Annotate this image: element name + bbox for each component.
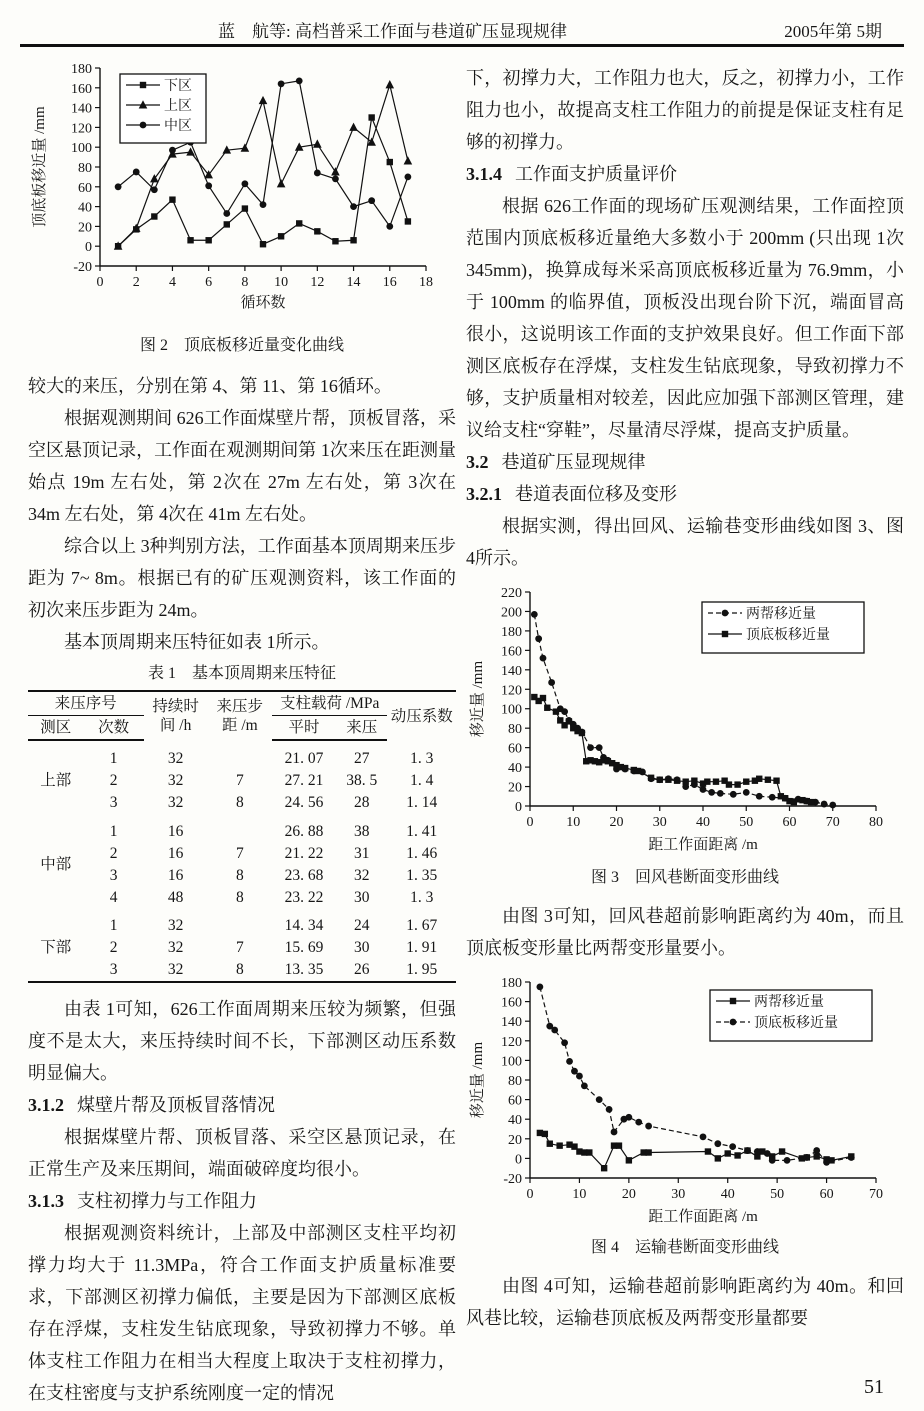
svg-text:20: 20	[609, 815, 624, 830]
svg-text:8: 8	[241, 275, 249, 290]
table-cell: 32	[167, 794, 184, 811]
svg-text:80: 80	[508, 1074, 522, 1089]
col-times: 次数	[84, 716, 144, 741]
page-header	[20, 16, 904, 42]
svg-text:180: 180	[71, 62, 92, 77]
table-cell: 16	[167, 866, 184, 884]
svg-text:60: 60	[782, 815, 797, 830]
section-heading-32: 3.2 巷道矿压显现规律	[466, 452, 646, 472]
svg-text:140: 140	[71, 101, 92, 117]
table-cell: 27. 21	[284, 772, 324, 789]
table-cell: 26. 88	[284, 822, 324, 840]
svg-text:60: 60	[508, 1093, 522, 1109]
svg-text:200: 200	[501, 605, 522, 621]
journal-issue: 2005年第 5期	[784, 22, 882, 41]
table-cell: 23. 22	[284, 888, 324, 906]
table-cell: 30	[354, 939, 370, 956]
table-row	[28, 770, 456, 792]
fig4-caption: 图 4 运输巷断面变形曲线	[590, 1239, 779, 1256]
paragraph: 根据 626工作面的现场矿压观测结果，工作面控顶范围内顶底板移近量绝大多数小于 200mm (只出现 1次 345mm)，换算成每米采高顶底板移近量为 76.9mm，小于 100mm 的临界值，顶板没出现台阶下沉，端面冒高很小，这说明该工作面的支护效果良好。但工作面下部测区底板存在浮煤，支柱发生钻底现象，导致初撑力不够，支护质量相对较差，因此应加强下部测区管理，建议给支柱“穿鞋”，尽量清尽浮煤，提高支护质量。	[466, 196, 904, 440]
table-cell: 8	[235, 794, 244, 811]
col-group-zhizhu-zaihe: 支柱载荷 /MPa	[272, 691, 388, 716]
table-header-row	[28, 691, 456, 716]
svg-text:顶底板移近量 /mm: 顶底板移近量 /mm	[32, 106, 48, 228]
table-cell: 48	[167, 888, 184, 906]
col-step: 来压步 距 /m	[216, 698, 264, 734]
table-row	[28, 792, 456, 814]
svg-text:循环数: 循环数	[240, 295, 286, 311]
fig3-caption: 图 3 回风巷断面变形曲线	[590, 869, 779, 886]
fig2-caption: 图 2 顶底板移近量变化曲线	[139, 337, 344, 354]
svg-text:顶底板移近量: 顶底板移近量	[754, 1016, 838, 1031]
col-normal: 平时	[272, 716, 336, 741]
table-cell: 2	[109, 772, 118, 789]
table-cell: 14. 34	[284, 917, 324, 934]
paragraph: 根据实测，得出回风、运输巷变形曲线如图 3、图 4所示。	[466, 516, 904, 568]
svg-text:距工作面距离 /m: 距工作面距离 /m	[648, 837, 758, 853]
table-cell: 32	[167, 917, 184, 934]
figure-4	[466, 974, 904, 1226]
table-cell: 30	[354, 888, 370, 906]
col-weighting: 来压	[336, 716, 387, 741]
svg-text:0: 0	[526, 1187, 534, 1202]
svg-text:120: 120	[501, 683, 522, 699]
table-cell: 1	[109, 822, 118, 840]
table-cell: 23. 68	[284, 866, 324, 884]
svg-text:20: 20	[508, 780, 522, 796]
section-heading-314: 3.1.4 工作面支护质量评价	[466, 164, 677, 184]
svg-text:10: 10	[566, 815, 581, 830]
svg-text:40: 40	[720, 1187, 735, 1202]
table-cell: 26	[354, 961, 370, 978]
zone-cell: 中部	[40, 855, 72, 873]
paragraph: 根据观测资料统计，上部及中部测区支柱平均初撑力均大于 11.3MPa，符合工作面支护质量标准要求，下部测区初撑力偏低，主要是因为下部测区底板存在浮煤，支柱发生钻底现象，导致初撑力不够。单体支柱工作阻力在相当大程度上取决于支柱初撑力，在支柱密度与支护系统刚度一定的情况	[28, 1222, 456, 1403]
table-cell: 1. 14	[406, 794, 438, 811]
col-zone: 测区	[28, 716, 84, 741]
svg-text:14: 14	[346, 275, 361, 290]
svg-text:中区: 中区	[164, 119, 192, 134]
svg-text:顶底板移近量: 顶底板移近量	[746, 628, 830, 643]
svg-text:20: 20	[508, 1132, 522, 1148]
svg-text:80: 80	[869, 815, 883, 830]
svg-text:60: 60	[819, 1187, 834, 1202]
svg-text:两帮移近量: 两帮移近量	[754, 995, 824, 1010]
table-cell: 8	[235, 961, 244, 978]
table-cell: 32	[167, 772, 184, 789]
table-row	[28, 842, 456, 864]
table-cell: 1. 3	[410, 888, 434, 906]
svg-text:20: 20	[621, 1187, 636, 1202]
svg-text:120: 120	[501, 1034, 522, 1050]
svg-text:0: 0	[515, 800, 522, 815]
figure-2	[28, 60, 456, 312]
table-cell: 1. 67	[406, 917, 438, 934]
table-cell	[208, 740, 272, 770]
table-cell: 38	[354, 822, 370, 840]
svg-text:20: 20	[78, 220, 92, 236]
table-cell: 1. 95	[406, 961, 438, 978]
svg-text:0: 0	[526, 815, 534, 830]
table-cell: 27	[354, 750, 370, 767]
svg-text:4: 4	[168, 275, 176, 290]
paragraph: 综合以上 3种判别方法，工作面基本顶周期来压步距为 7~ 8m。根据已有的矿压观测资料，该工作面的初次来压步距为 24m。	[28, 536, 456, 620]
table-cell: 32	[167, 939, 184, 956]
table-cell: 1. 46	[406, 844, 438, 862]
svg-text:180: 180	[501, 624, 522, 640]
svg-text:上区: 上区	[164, 99, 192, 114]
svg-text:10: 10	[572, 1187, 587, 1202]
table-cell	[208, 908, 272, 937]
table-cell: 16	[167, 844, 184, 862]
svg-text:80: 80	[78, 161, 92, 176]
svg-text:移近量 /mm: 移近量 /mm	[470, 660, 486, 738]
left-column	[28, 60, 456, 1409]
table1-caption: 表 1 基本顶周期来压特征	[147, 665, 336, 682]
svg-text:50: 50	[739, 815, 754, 830]
table-row	[28, 908, 456, 937]
paragraph: 根据观测期间 626工作面煤壁片帮，顶板冒落，采空区悬顶记录，工作面在观测期间第 1次来压在距测量始点 19m 左右处，第 2次在 27m 左右处，第 3次在 34m 左右处，第 4次在 41m 左右处。	[28, 408, 456, 524]
table-cell: 32	[167, 961, 184, 978]
col-duration: 持续时 间 /h	[152, 698, 199, 734]
svg-text:40: 40	[508, 761, 522, 777]
svg-text:160: 160	[501, 995, 522, 1011]
table-cell: 24	[354, 917, 370, 934]
svg-text:40: 40	[508, 1113, 522, 1129]
header-rule	[20, 44, 904, 47]
paragraph: 由表 1可知，626工作面周期来压较为频繁，但强度不是太大，来压持续时间不长，下部测区动压系数明显偏大。	[28, 998, 456, 1083]
svg-text:距工作面距离 /m: 距工作面距离 /m	[648, 1209, 758, 1225]
svg-text:140: 140	[501, 1015, 522, 1031]
fig2-chart	[28, 60, 452, 312]
table-cell: 38. 5	[346, 772, 378, 789]
zone-cell: 下部	[40, 939, 72, 956]
paragraph: 较大的来压，分别在第 4、第 11、第 16循环。	[28, 376, 392, 396]
svg-text:0: 0	[85, 240, 92, 256]
svg-text:100: 100	[501, 1054, 522, 1070]
svg-text:移近量 /mm: 移近量 /mm	[470, 1041, 486, 1119]
svg-text:6: 6	[205, 275, 213, 290]
svg-text:80: 80	[508, 722, 522, 738]
table-cell: 8	[235, 866, 244, 884]
svg-text:0: 0	[96, 275, 104, 290]
paragraph: 由图 4可知，运输巷超前影响距离约为 40m。和回风巷比较，运输巷顶底板及两帮变形量都要	[466, 1276, 904, 1328]
figure-3	[466, 580, 904, 854]
table-cell: 3	[109, 961, 118, 978]
col-dynamic-coef: 动压系数	[390, 707, 453, 725]
svg-text:100: 100	[71, 141, 92, 157]
table-row	[28, 886, 456, 908]
table-cell: 13. 35	[284, 961, 324, 978]
table-cell: 8	[235, 888, 244, 906]
table-row	[28, 864, 456, 886]
svg-text:100: 100	[501, 702, 522, 718]
svg-text:40: 40	[78, 200, 92, 216]
paragraph: 由图 3可知，回风巷超前影响距离约为 40m，而且顶底板变形量比两帮变形量要小。	[466, 906, 904, 958]
table-cell: 21. 07	[284, 750, 324, 767]
table-cell: 1. 4	[410, 772, 434, 789]
fig3-chart	[466, 580, 898, 854]
paragraph: 基本顶周期来压特征如表 1所示。	[64, 632, 330, 652]
table-cell: 16	[167, 822, 184, 840]
svg-text:50: 50	[770, 1187, 785, 1202]
svg-text:40: 40	[696, 815, 710, 830]
fig4-chart	[466, 974, 898, 1226]
table-cell: 3	[109, 866, 118, 884]
table-cell: 24. 56	[284, 794, 324, 811]
svg-text:两帮移近量: 两帮移近量	[746, 607, 816, 622]
svg-text:160: 160	[501, 644, 522, 660]
table-row	[28, 937, 456, 959]
svg-text:18: 18	[419, 275, 433, 290]
svg-text:220: 220	[501, 586, 522, 601]
table-cell: 4	[109, 888, 118, 906]
table-cell: 1	[109, 917, 118, 934]
table-cell: 15. 69	[284, 939, 324, 956]
table-row	[28, 814, 456, 843]
table-cell: 1. 35	[406, 866, 438, 884]
svg-text:60: 60	[78, 180, 92, 196]
svg-text:2: 2	[132, 275, 140, 290]
right-column	[466, 62, 904, 1334]
table-cell: 1. 91	[406, 939, 438, 956]
svg-text:下区: 下区	[164, 79, 192, 94]
svg-text:160: 160	[71, 81, 92, 97]
section-heading-321: 3.2.1 巷道表面位移及变形	[466, 484, 677, 504]
svg-text:60: 60	[508, 741, 522, 757]
svg-text:70: 70	[825, 815, 840, 830]
table-cell: 28	[354, 794, 370, 811]
section-heading-312: 3.1.2 煤壁片帮及顶板冒落情况	[28, 1094, 275, 1115]
paragraph: 下，初撑力大，工作阻力也大，反之，初撑力小，工作阻力也小，故提高支柱工作阻力的前提是保证支柱有足够的初撑力。	[466, 68, 904, 152]
table-cell: 2	[109, 844, 118, 862]
svg-text:-20: -20	[73, 260, 92, 275]
table-cell: 1. 41	[406, 822, 438, 840]
zone-cell: 上部	[40, 772, 72, 789]
table-cell: 1. 3	[410, 749, 434, 767]
col-group-laiya-xuhao: 来压序号	[28, 691, 144, 716]
svg-text:140: 140	[501, 663, 522, 679]
table-cell: 21. 22	[284, 844, 324, 862]
svg-text:30: 30	[671, 1187, 686, 1202]
table-row	[28, 959, 456, 982]
svg-text:16: 16	[382, 275, 397, 290]
table-cell: 2	[109, 939, 118, 956]
table-cell: 1	[109, 750, 118, 767]
section-heading-313: 3.1.3 支柱初撑力与工作阻力	[28, 1190, 257, 1211]
page-number: 51	[864, 1376, 884, 1398]
svg-text:-20: -20	[503, 1172, 522, 1187]
svg-text:12: 12	[310, 275, 325, 290]
table-cell: 7	[235, 939, 244, 956]
svg-text:70: 70	[869, 1187, 883, 1202]
table-cell: 7	[235, 844, 244, 862]
table-1	[28, 690, 456, 983]
table-cell: 3	[109, 794, 118, 811]
paragraph: 根据煤壁片帮、顶板冒落、采空区悬顶记录，在正常生产及来压期间，端面破碎度均很小。	[28, 1126, 456, 1179]
svg-text:10: 10	[274, 275, 289, 290]
table-cell: 32	[354, 866, 370, 884]
table-cell: 31	[354, 844, 370, 862]
running-title: 蓝 航等: 高档普采工作面与巷道矿压显现规律	[218, 22, 567, 41]
svg-text:30: 30	[652, 815, 667, 830]
table-cell: 7	[235, 772, 244, 789]
table-cell	[208, 814, 272, 843]
svg-text:0: 0	[515, 1152, 522, 1168]
table-row	[28, 740, 456, 770]
svg-text:180: 180	[501, 976, 522, 991]
svg-text:120: 120	[71, 121, 92, 137]
table-cell: 32	[167, 749, 184, 767]
table-body	[28, 740, 456, 982]
